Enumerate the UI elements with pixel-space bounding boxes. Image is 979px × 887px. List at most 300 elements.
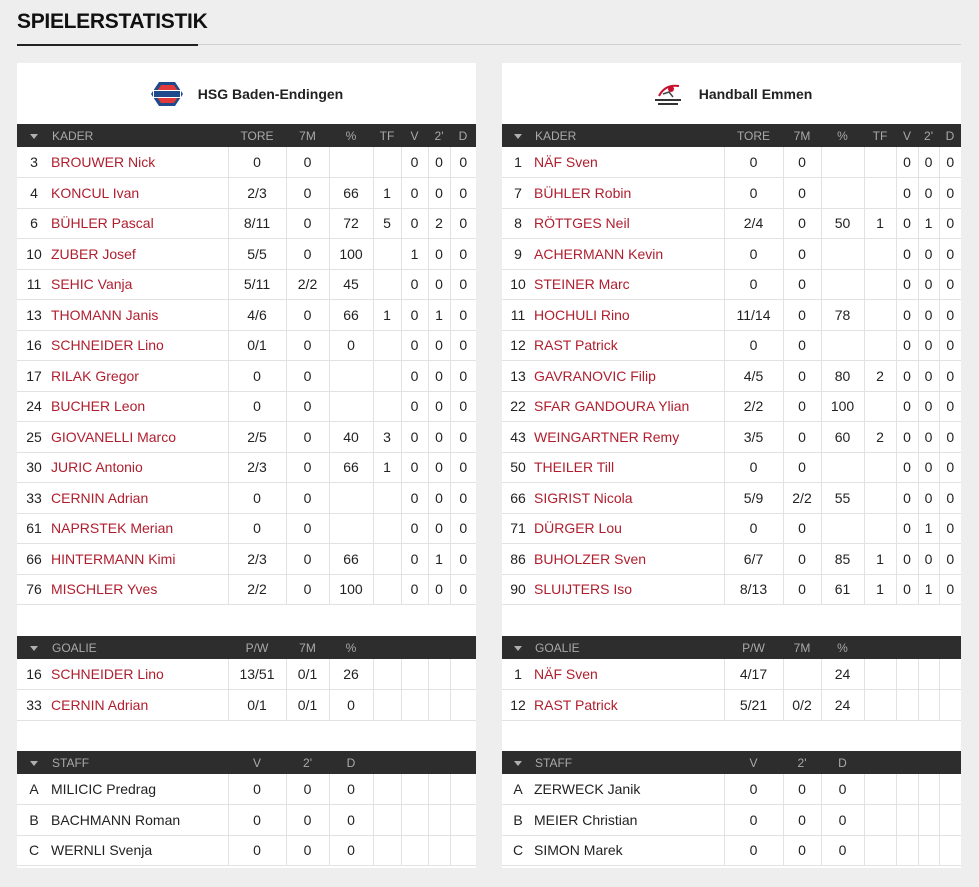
player-name-link[interactable]: CERNIN Adrian <box>51 483 228 514</box>
col-d[interactable]: D <box>821 751 864 774</box>
tf-cell: 1 <box>864 574 896 605</box>
collapse-toggle[interactable] <box>502 636 534 659</box>
player-row <box>17 422 476 453</box>
goals-cell: 2/4 <box>724 208 783 239</box>
col-empty <box>450 751 476 774</box>
penalty-cell: 0 <box>783 178 821 209</box>
col-tore[interactable]: TORE <box>724 124 783 147</box>
empty-cell <box>896 659 918 690</box>
player-row <box>502 330 961 361</box>
disqualification-cell: 0 <box>329 835 373 866</box>
goalie-row <box>17 659 476 690</box>
goals-cell: 2/3 <box>228 544 286 575</box>
goals-cell: 2/2 <box>724 391 783 422</box>
disqualification-cell: 0 <box>450 147 476 178</box>
penalty-cell: 0 <box>286 208 329 239</box>
tf-cell <box>864 483 896 514</box>
player-number: 25 <box>17 422 51 453</box>
player-name-link[interactable]: NAPRSTEK Merian <box>51 513 228 544</box>
goals-cell: 0 <box>724 147 783 178</box>
goals-cell: 0 <box>724 269 783 300</box>
tf-cell <box>373 513 401 544</box>
suspension-cell: 0 <box>428 147 450 178</box>
goalie-name-link[interactable]: NÄF Sven <box>534 659 724 690</box>
col-kader[interactable]: KADER <box>51 124 228 147</box>
player-name-link[interactable]: SFAR GANDOURA Ylian <box>534 391 724 422</box>
col-7m[interactable]: 7M <box>783 124 821 147</box>
disqualification-cell: 0 <box>939 178 961 209</box>
col-empty <box>918 751 939 774</box>
tf-cell <box>864 452 896 483</box>
disqualification-cell: 0 <box>450 300 476 331</box>
empty-cell <box>918 690 939 721</box>
player-number: 10 <box>17 239 51 270</box>
player-row <box>502 422 961 453</box>
player-name-link[interactable]: DÜRGER Lou <box>534 513 724 544</box>
percent-cell <box>329 513 373 544</box>
col-pw[interactable]: P/W <box>228 636 286 659</box>
col-2min[interactable]: 2' <box>286 751 329 774</box>
player-row <box>17 452 476 483</box>
staff-table <box>17 751 476 866</box>
empty-cell <box>428 805 450 836</box>
empty-cell <box>401 659 428 690</box>
col-d[interactable]: D <box>329 751 373 774</box>
goalie-number: 12 <box>502 690 534 721</box>
tf-cell <box>864 391 896 422</box>
goals-cell: 2/5 <box>228 422 286 453</box>
tf-cell: 5 <box>373 208 401 239</box>
col-v[interactable]: V <box>896 124 918 147</box>
collapse-toggle[interactable] <box>17 124 51 147</box>
saves-cell: 13/51 <box>228 659 286 690</box>
penalty-cell: 0 <box>783 422 821 453</box>
percent-cell <box>821 147 864 178</box>
percent-cell <box>821 452 864 483</box>
suspension-cell: 0 <box>428 574 450 605</box>
penalty-cell: 0 <box>286 300 329 331</box>
col-d[interactable]: D <box>450 124 476 147</box>
player-name-link[interactable]: HOCHULI Rino <box>534 300 724 331</box>
disqualification-cell: 0 <box>939 391 961 422</box>
suspension-cell: 0 <box>286 774 329 805</box>
col-staff[interactable]: STAFF <box>534 751 724 774</box>
player-name-link[interactable]: HINTERMANN Kimi <box>51 544 228 575</box>
player-number: 6 <box>17 208 51 239</box>
percent-cell: 80 <box>821 361 864 392</box>
player-number: 8 <box>502 208 534 239</box>
staff-name: ZERWECK Janik <box>534 774 724 805</box>
warning-cell: 0 <box>896 330 918 361</box>
penalty-cell: 0 <box>286 239 329 270</box>
warning-cell: 0 <box>401 483 428 514</box>
player-number: 13 <box>502 361 534 392</box>
staff-role: C <box>502 835 534 866</box>
collapse-toggle[interactable] <box>502 124 534 147</box>
warning-cell: 0 <box>896 269 918 300</box>
empty-cell <box>939 774 961 805</box>
col-pw[interactable]: P/W <box>724 636 783 659</box>
goalie-number: 1 <box>502 659 534 690</box>
goalie-number: 33 <box>17 690 51 721</box>
percent-cell <box>821 178 864 209</box>
empty-cell <box>401 835 428 866</box>
warning-cell: 0 <box>401 544 428 575</box>
col-goalie[interactable]: GOALIE <box>51 636 228 659</box>
player-number: 9 <box>502 239 534 270</box>
percent-cell: 100 <box>329 574 373 605</box>
warning-cell: 0 <box>724 774 783 805</box>
penalty-cell: 0 <box>783 300 821 331</box>
penalty-cell: 0 <box>783 391 821 422</box>
penalty-cell: 0 <box>783 574 821 605</box>
player-row <box>17 178 476 209</box>
player-number: 16 <box>17 330 51 361</box>
staff-row <box>17 835 476 866</box>
suspension-cell: 1 <box>428 300 450 331</box>
warning-cell: 0 <box>896 574 918 605</box>
suspension-cell: 0 <box>918 147 939 178</box>
warning-cell: 0 <box>401 513 428 544</box>
col-v[interactable]: V <box>724 751 783 774</box>
suspension-cell: 0 <box>918 300 939 331</box>
col-7m[interactable]: 7M <box>286 636 329 659</box>
suspension-cell: 0 <box>918 361 939 392</box>
team-name: HSG Baden-Endingen <box>197 85 344 102</box>
percent-cell <box>821 330 864 361</box>
suspension-cell: 0 <box>428 483 450 514</box>
suspension-cell: 0 <box>428 361 450 392</box>
warning-cell: 0 <box>401 574 428 605</box>
tf-cell: 1 <box>864 208 896 239</box>
tf-cell <box>373 483 401 514</box>
col-empty <box>401 751 428 774</box>
goalie-row <box>502 690 961 721</box>
goals-cell: 11/14 <box>724 300 783 331</box>
saves-cell: 4/17 <box>724 659 783 690</box>
col-percent[interactable]: % <box>821 124 864 147</box>
team-logo-icon <box>651 80 685 108</box>
penalty-cell: 0 <box>286 513 329 544</box>
warning-cell: 0 <box>228 774 286 805</box>
percent-cell: 66 <box>329 300 373 331</box>
player-number: 30 <box>17 452 51 483</box>
collapse-toggle[interactable] <box>17 751 51 774</box>
warning-cell: 0 <box>401 330 428 361</box>
player-row <box>502 178 961 209</box>
disqualification-cell: 0 <box>821 805 864 836</box>
suspension-cell: 1 <box>918 513 939 544</box>
suspension-cell: 0 <box>918 178 939 209</box>
col-7m[interactable]: 7M <box>783 636 821 659</box>
player-number: 12 <box>502 330 534 361</box>
percent-cell: 45 <box>329 269 373 300</box>
disqualification-cell: 0 <box>329 774 373 805</box>
suspension-cell: 1 <box>918 574 939 605</box>
player-name-link[interactable]: KONCUL Ivan <box>51 178 228 209</box>
player-name-link[interactable]: THOMANN Janis <box>51 300 228 331</box>
goals-cell: 0 <box>228 483 286 514</box>
empty-cell <box>401 774 428 805</box>
player-row <box>502 208 961 239</box>
player-name-link[interactable]: BUHOLZER Sven <box>534 544 724 575</box>
col-goalie[interactable]: GOALIE <box>534 636 724 659</box>
tf-cell: 3 <box>373 422 401 453</box>
col-2min[interactable]: 2' <box>918 124 939 147</box>
percent-cell: 50 <box>821 208 864 239</box>
player-row <box>502 391 961 422</box>
warning-cell: 0 <box>896 513 918 544</box>
goalie-name-link[interactable]: RAST Patrick <box>534 690 724 721</box>
goals-cell: 5/11 <box>228 269 286 300</box>
goalie-header-row <box>17 636 476 659</box>
player-row <box>17 574 476 605</box>
percent-cell: 60 <box>821 422 864 453</box>
suspension-cell: 0 <box>918 422 939 453</box>
staff-header-row <box>17 751 476 774</box>
player-number: 24 <box>17 391 51 422</box>
staff-row <box>502 774 961 805</box>
empty-cell <box>939 659 961 690</box>
player-row <box>502 483 961 514</box>
caret-down-icon <box>30 646 38 651</box>
tf-cell <box>864 300 896 331</box>
col-7m[interactable]: 7M <box>286 124 329 147</box>
player-row <box>17 483 476 514</box>
disqualification-cell: 0 <box>450 391 476 422</box>
player-name-link[interactable]: RÖTTGES Neil <box>534 208 724 239</box>
suspension-cell: 0 <box>783 835 821 866</box>
goals-cell: 0/1 <box>228 330 286 361</box>
col-percent[interactable]: % <box>329 636 373 659</box>
goalie-name-link[interactable]: CERNIN Adrian <box>51 690 228 721</box>
percent-cell: 26 <box>329 659 373 690</box>
penalty-cell: 0 <box>783 239 821 270</box>
penalty-cell: 0 <box>783 147 821 178</box>
player-number: 61 <box>17 513 51 544</box>
suspension-cell: 0 <box>428 422 450 453</box>
col-tf[interactable]: TF <box>373 124 401 147</box>
goals-cell: 0 <box>724 330 783 361</box>
goalie-number: 16 <box>17 659 51 690</box>
empty-cell <box>428 835 450 866</box>
player-row <box>502 361 961 392</box>
disqualification-cell: 0 <box>939 208 961 239</box>
penalty-cell <box>783 659 821 690</box>
percent-cell <box>329 147 373 178</box>
col-empty <box>864 636 896 659</box>
percent-cell <box>821 513 864 544</box>
disqualification-cell: 0 <box>939 574 961 605</box>
staff-name: MEIER Christian <box>534 805 724 836</box>
penalty-cell: 2/2 <box>286 269 329 300</box>
disqualification-cell: 0 <box>939 452 961 483</box>
disqualification-cell: 0 <box>939 300 961 331</box>
penalty-cell: 0 <box>286 544 329 575</box>
suspension-cell: 0 <box>918 391 939 422</box>
percent-cell: 66 <box>329 178 373 209</box>
staff-row <box>17 774 476 805</box>
player-row <box>502 574 961 605</box>
empty-cell <box>401 690 428 721</box>
player-name-link[interactable]: MISCHLER Yves <box>51 574 228 605</box>
goalie-name-link[interactable]: SCHNEIDER Lino <box>51 659 228 690</box>
col-tf[interactable]: TF <box>864 124 896 147</box>
player-number: 17 <box>17 361 51 392</box>
warning-cell: 0 <box>401 269 428 300</box>
tf-cell <box>864 178 896 209</box>
goals-cell: 4/6 <box>228 300 286 331</box>
goals-cell: 8/11 <box>228 208 286 239</box>
player-row <box>17 544 476 575</box>
suspension-cell: 0 <box>918 239 939 270</box>
percent-cell: 66 <box>329 544 373 575</box>
player-name-link[interactable]: SEHIC Vanja <box>51 269 228 300</box>
tf-cell <box>864 330 896 361</box>
player-name-link[interactable]: JURIC Antonio <box>51 452 228 483</box>
kader-header-row <box>502 124 961 147</box>
penalty-cell: 0 <box>783 452 821 483</box>
suspension-cell: 0 <box>286 835 329 866</box>
warning-cell: 1 <box>401 239 428 270</box>
player-number: 66 <box>17 544 51 575</box>
penalty-cell: 0 <box>783 208 821 239</box>
player-name-link[interactable]: BÜHLER Robin <box>534 178 724 209</box>
player-name-link[interactable]: BROUWER Nick <box>51 147 228 178</box>
suspension-cell: 0 <box>428 269 450 300</box>
empty-cell <box>428 690 450 721</box>
staff-name: BACHMANN Roman <box>51 805 228 836</box>
saves-cell: 5/21 <box>724 690 783 721</box>
penalty-cell: 0/1 <box>286 690 329 721</box>
player-name-link[interactable]: SLUIJTERS Iso <box>534 574 724 605</box>
penalty-cell: 0 <box>286 178 329 209</box>
empty-cell <box>896 805 918 836</box>
suspension-cell: 0 <box>428 239 450 270</box>
suspension-cell: 0 <box>428 391 450 422</box>
player-name-link[interactable]: SIGRIST Nicola <box>534 483 724 514</box>
col-tore[interactable]: TORE <box>228 124 286 147</box>
empty-cell <box>373 805 401 836</box>
empty-cell <box>864 835 896 866</box>
goals-cell: 5/5 <box>228 239 286 270</box>
col-percent[interactable]: % <box>821 636 864 659</box>
empty-cell <box>450 774 476 805</box>
saves-cell: 0/1 <box>228 690 286 721</box>
player-name-link[interactable]: ZUBER Josef <box>51 239 228 270</box>
player-name-link[interactable]: RAST Patrick <box>534 330 724 361</box>
player-number: 76 <box>17 574 51 605</box>
col-kader[interactable]: KADER <box>534 124 724 147</box>
player-name-link[interactable]: GAVRANOVIC Filip <box>534 361 724 392</box>
penalty-cell: 0/1 <box>286 659 329 690</box>
penalty-cell: 0 <box>783 269 821 300</box>
collapse-toggle[interactable] <box>17 636 51 659</box>
suspension-cell: 0 <box>783 774 821 805</box>
team-header <box>502 63 961 124</box>
player-number: 50 <box>502 452 534 483</box>
player-name-link[interactable]: NÄF Sven <box>534 147 724 178</box>
empty-cell <box>918 659 939 690</box>
tf-cell <box>373 391 401 422</box>
player-number: 13 <box>17 300 51 331</box>
tf-cell <box>864 239 896 270</box>
col-d[interactable]: D <box>939 124 961 147</box>
disqualification-cell: 0 <box>329 805 373 836</box>
team-header <box>17 63 476 124</box>
penalty-cell: 0 <box>783 361 821 392</box>
player-row <box>17 391 476 422</box>
col-v[interactable]: V <box>401 124 428 147</box>
player-number: 33 <box>17 483 51 514</box>
player-name-link[interactable]: GIOVANELLI Marco <box>51 422 228 453</box>
empty-cell <box>864 659 896 690</box>
collapse-toggle[interactable] <box>502 751 534 774</box>
empty-cell <box>373 835 401 866</box>
col-2min[interactable]: 2' <box>428 124 450 147</box>
tf-cell <box>373 269 401 300</box>
empty-cell <box>896 690 918 721</box>
suspension-cell: 0 <box>428 452 450 483</box>
empty-cell <box>864 805 896 836</box>
warning-cell: 0 <box>228 805 286 836</box>
staff-role: B <box>502 805 534 836</box>
disqualification-cell: 0 <box>939 330 961 361</box>
disqualification-cell: 0 <box>450 361 476 392</box>
player-name-link[interactable]: WEINGARTNER Remy <box>534 422 724 453</box>
col-percent[interactable]: % <box>329 124 373 147</box>
page-title: SPIELERSTATISTIK <box>17 10 208 33</box>
warning-cell: 0 <box>401 391 428 422</box>
percent-cell: 55 <box>821 483 864 514</box>
player-name-link[interactable]: THEILER Till <box>534 452 724 483</box>
player-name-link[interactable]: SCHNEIDER Lino <box>51 330 228 361</box>
col-2min[interactable]: 2' <box>783 751 821 774</box>
kader-header-row <box>17 124 476 147</box>
penalty-cell: 0 <box>286 147 329 178</box>
disqualification-cell: 0 <box>939 544 961 575</box>
disqualification-cell: 0 <box>939 269 961 300</box>
player-number: 86 <box>502 544 534 575</box>
warning-cell: 0 <box>896 178 918 209</box>
col-empty <box>373 636 401 659</box>
percent-cell: 40 <box>329 422 373 453</box>
staff-role: A <box>17 774 51 805</box>
col-staff[interactable]: STAFF <box>51 751 228 774</box>
warning-cell: 0 <box>896 147 918 178</box>
warning-cell: 0 <box>401 147 428 178</box>
suspension-cell: 2 <box>428 208 450 239</box>
empty-cell <box>428 774 450 805</box>
percent-cell <box>821 269 864 300</box>
player-name-link[interactable]: BUCHER Leon <box>51 391 228 422</box>
goals-cell: 2/2 <box>228 574 286 605</box>
player-name-link[interactable]: RILAK Gregor <box>51 361 228 392</box>
staff-name: MILICIC Predrag <box>51 774 228 805</box>
col-v[interactable]: V <box>228 751 286 774</box>
player-name-link[interactable]: ACHERMANN Kevin <box>534 239 724 270</box>
player-row <box>17 300 476 331</box>
player-name-link[interactable]: BÜHLER Pascal <box>51 208 228 239</box>
tf-cell: 1 <box>864 544 896 575</box>
goals-cell: 0 <box>228 391 286 422</box>
tf-cell <box>864 147 896 178</box>
suspension-cell: 1 <box>428 544 450 575</box>
player-name-link[interactable]: STEINER Marc <box>534 269 724 300</box>
staff-row <box>502 835 961 866</box>
warning-cell: 0 <box>896 544 918 575</box>
tf-cell: 1 <box>373 452 401 483</box>
